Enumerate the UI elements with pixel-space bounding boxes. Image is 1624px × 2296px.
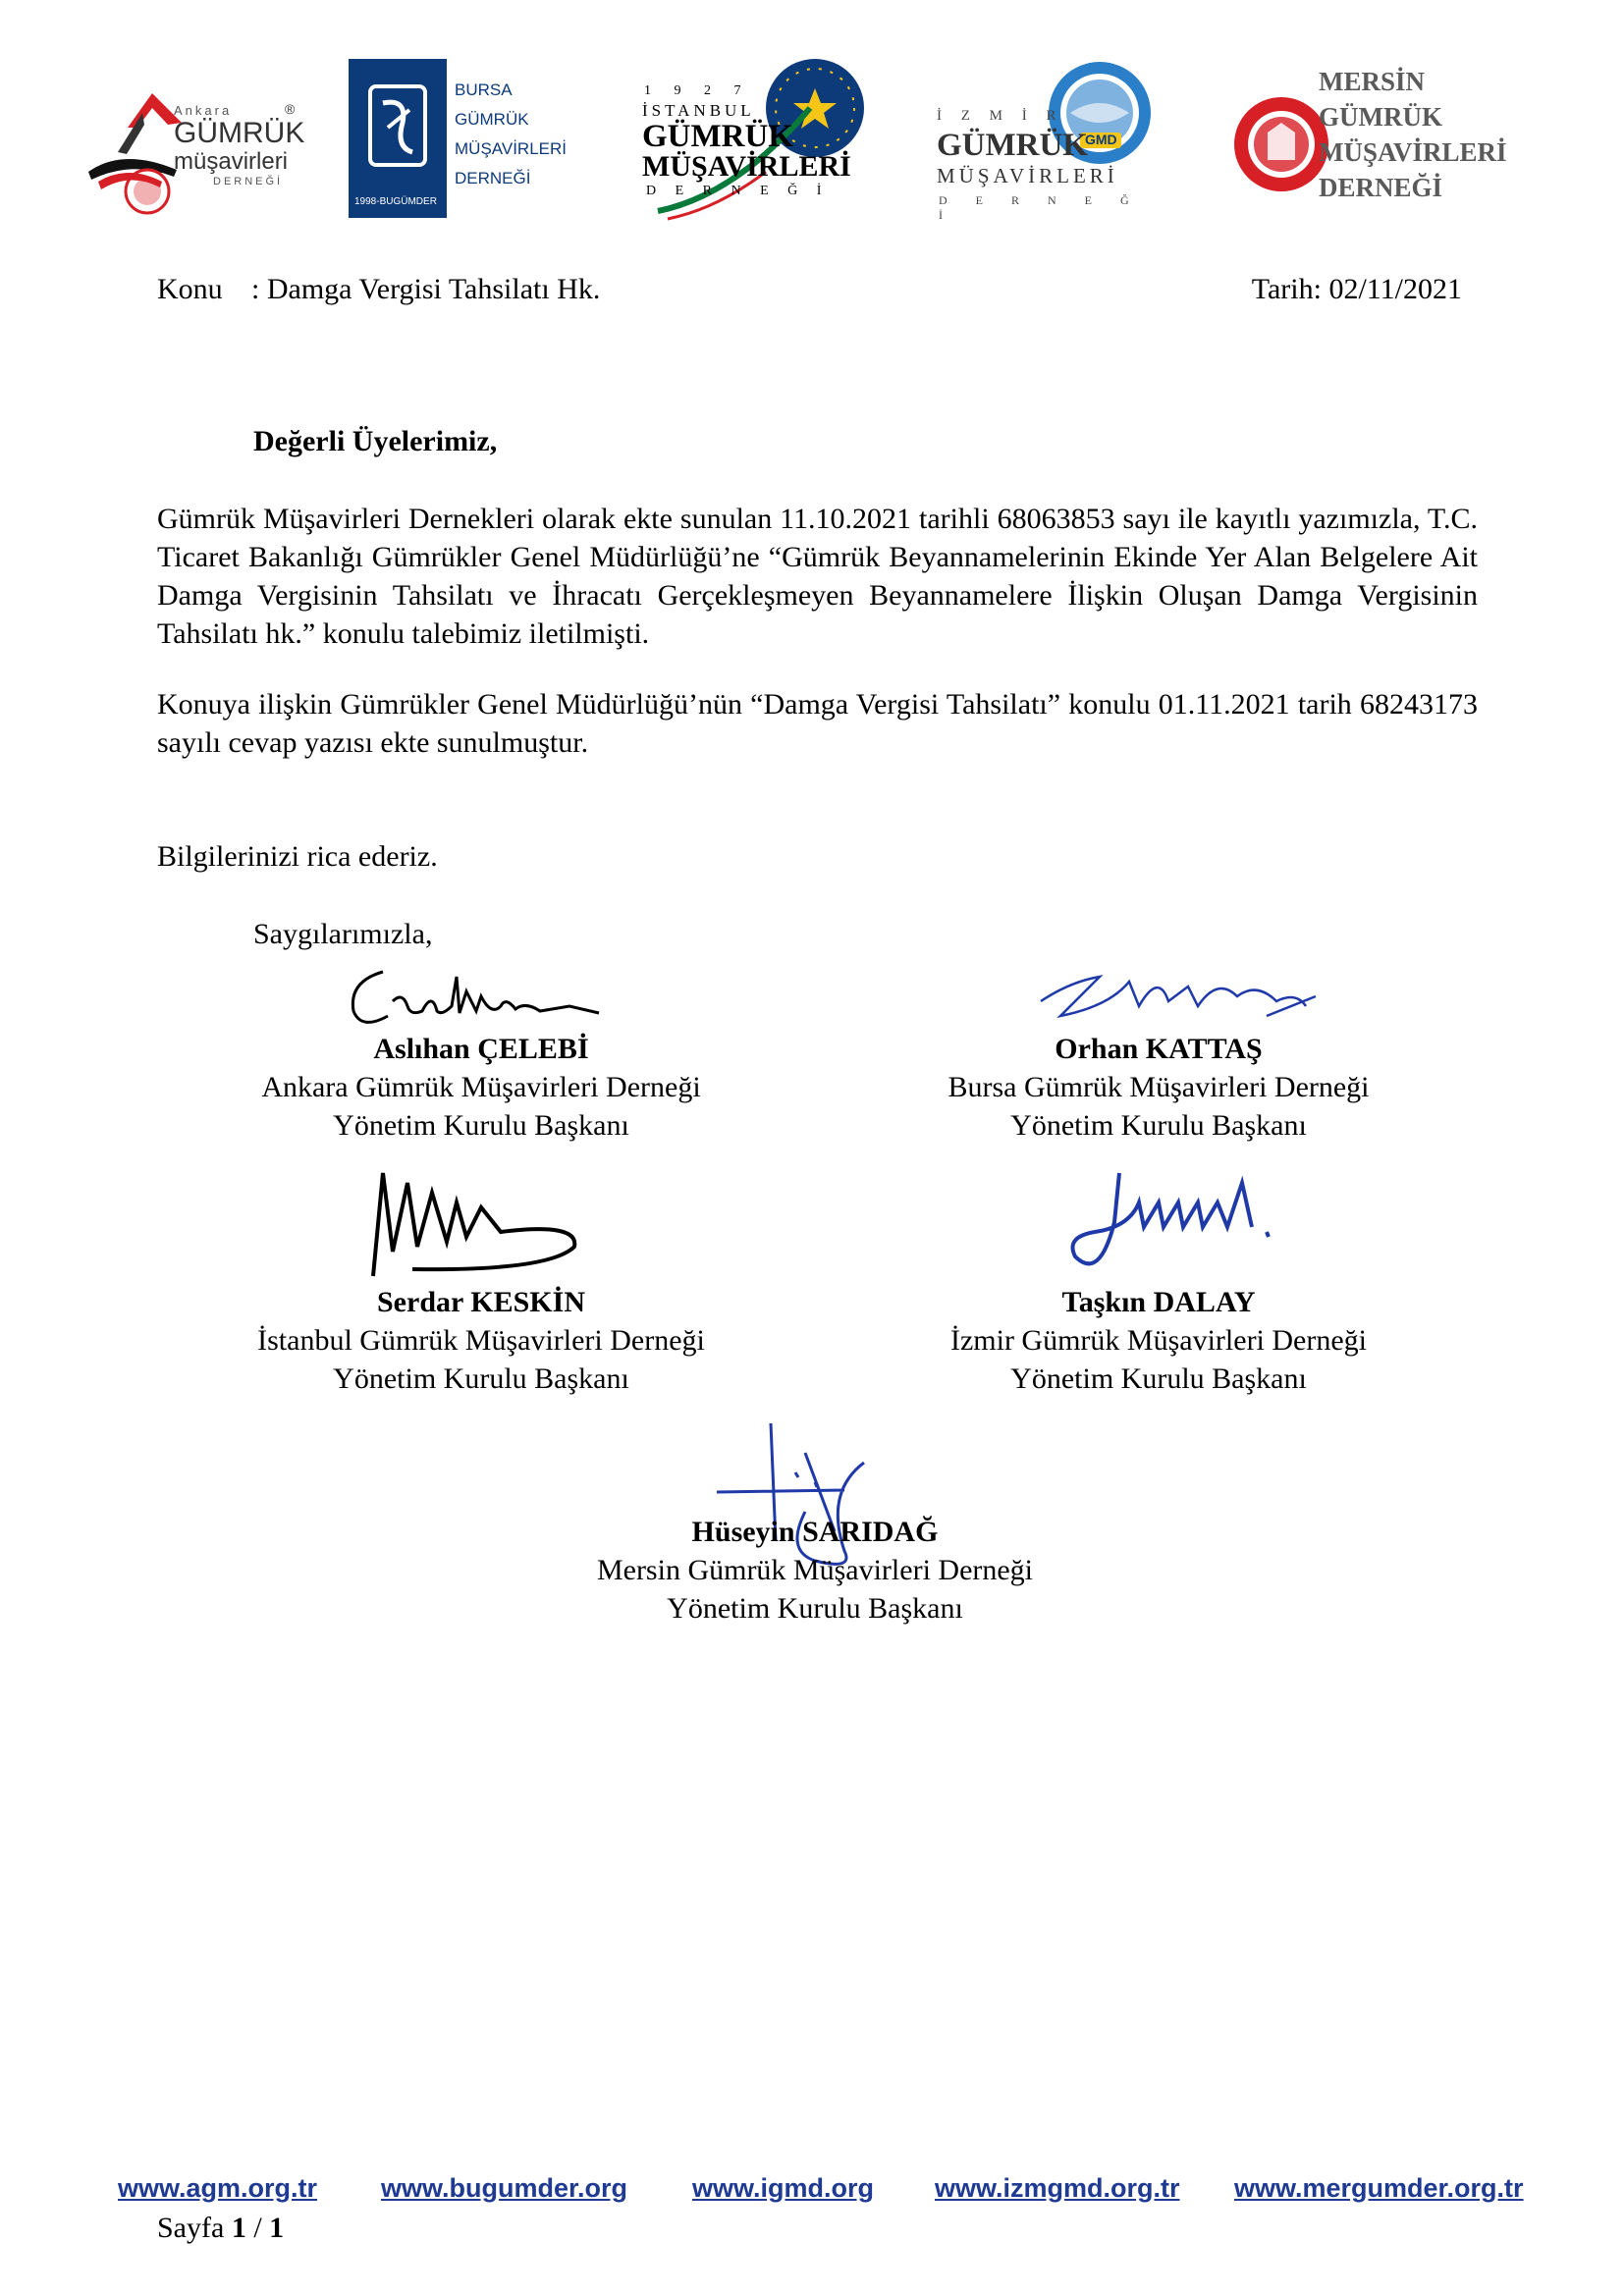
istanbul-logo-l2: MÜŞAVİRLERİ — [642, 150, 851, 183]
bursa-logo-l1: BURSA — [455, 80, 513, 99]
mersin-logo-l3: MÜŞAVİRLERİ — [1319, 137, 1507, 167]
signatory-name: Aslıhan ÇELEBİ — [373, 1033, 589, 1065]
page-number — [157, 2209, 284, 2247]
signatory-ankara — [137, 1030, 825, 1145]
istanbul-logo — [638, 54, 864, 226]
footer-link-agm[interactable]: www.agm.org.tr — [118, 2173, 318, 2203]
izmir-logo-l1: GÜMRÜK — [937, 128, 1088, 163]
mersin-logo-l1: MERSİN — [1319, 67, 1426, 96]
signature-kattas — [1031, 962, 1326, 1031]
bursa-logo-foot: 1998-BUGÜMDER — [354, 196, 437, 207]
signatory-title: Yönetim Kurulu Başkanı — [1010, 1109, 1307, 1142]
ankara-logo — [83, 54, 305, 226]
signatory-mersin — [471, 1513, 1159, 1628]
footer-link-igmd[interactable]: www.igmd.org — [692, 2173, 874, 2203]
bursa-logo-l2: GÜMRÜK — [455, 110, 529, 129]
signatory-name: Serdar KESKİN — [377, 1286, 585, 1318]
footer-link-bugumder[interactable]: www.bugumder.org — [381, 2173, 628, 2203]
page-label: Sayfa — [157, 2212, 232, 2244]
paragraph-2: Konuya ilişkin Gümrükler Genel Müdürlüğü’nün “Damga Vergisi Tahsilatı” konulu 01.11.2021 tarih 68243173 sayılı cevap yazısı ekte sunulmuştur. — [157, 688, 1478, 759]
page-separator: / — [245, 2212, 270, 2244]
istanbul-logo-year: 1 9 2 7 — [644, 83, 751, 98]
signatory-istanbul — [137, 1283, 825, 1398]
signatory-name: Orhan KATTAŞ — [1055, 1033, 1263, 1065]
istanbul-logo-l3: D E R N E Ğ İ — [646, 184, 830, 198]
bursa-logo — [349, 54, 567, 226]
ankara-logo-main: GÜMRÜK — [174, 117, 305, 149]
mersin-logo-text — [1319, 64, 1507, 205]
bursa-logo-l4: DERNEĞİ — [455, 169, 531, 187]
izmir-logo-l2: MÜŞAVİRLERİ — [937, 164, 1118, 187]
ankara-logo-sub1: müşavirleri — [174, 148, 289, 175]
bursa-logo-l3: MÜŞAVİRLERİ — [455, 139, 567, 158]
ankara-logo-reg: ® — [285, 101, 296, 117]
greeting: Değerli Üyelerimiz, — [253, 425, 498, 457]
signatory-izmir — [815, 1283, 1502, 1398]
closing-request: Bilgilerinizi rica ederiz. — [157, 840, 438, 873]
footer-link-izmgmd[interactable]: www.izmgmd.org.tr — [935, 2173, 1180, 2203]
izmir-logo-city: İ Z M İ R — [937, 108, 1064, 124]
page-total: 1 — [269, 2212, 285, 2244]
subject-value: : Damga Vergisi Tahsilatı Hk. — [251, 273, 601, 305]
closing-regards: Saygılarımızla, — [253, 918, 433, 950]
mersin-logo-l2: GÜMRÜK — [1319, 102, 1442, 132]
signatory-title: Yönetim Kurulu Başkanı — [333, 1109, 629, 1142]
ankara-logo-small: Ankara — [174, 103, 233, 118]
signatory-bursa — [815, 1030, 1502, 1145]
mersin-logo-mark — [1232, 54, 1330, 226]
signatory-org: İstanbul Gümrük Müşavirleri Derneği — [257, 1324, 705, 1357]
paragraph-1: Gümrük Müşavirleri Dernekleri olarak ekte sunulan 11.10.2021 tarihli 68063853 sayı ile kayıtlı yazımızla, T.C. Ticaret Bakanlığı Gümrükler Genel Müdürlüğü’ne “Gümrük Beyannamelerinin Ekinde Yer Alan Belgelere Ait Damga Vergisinin Tahsilatı ve İhracatı Gerçekleşmeyen Beyannamelere İlişkin Oluşan Damga Vergisinin Tahsilatı hk.” konulu talebimiz iletilmişti. — [157, 503, 1478, 650]
istanbul-logo-l1: GÜMRÜK — [642, 119, 793, 154]
document-date: Tarih: 02/11/2021 — [1251, 273, 1462, 305]
izmir-logo-badge: GMD — [1085, 132, 1117, 147]
signature-keskin — [353, 1153, 599, 1281]
page-current: 1 — [231, 2212, 246, 2244]
signature-dalay — [1060, 1163, 1286, 1281]
bursa-logo-block — [349, 59, 447, 218]
mersin-logo-l4: DERNEĞİ — [1319, 173, 1443, 202]
signatory-org: Ankara Gümrük Müşavirleri Derneği — [261, 1071, 701, 1103]
signatory-org: Bursa Gümrük Müşavirleri Derneği — [947, 1071, 1370, 1103]
ankara-logo-sub2: DERNEĞİ — [213, 176, 284, 187]
signature-celebi — [344, 962, 619, 1041]
bursa-logo-text — [455, 76, 567, 193]
bursa-logo-mark — [349, 59, 447, 187]
footer-link-mergumder[interactable]: www.mergumder.org.tr — [1234, 2173, 1524, 2203]
signatory-title: Yönetim Kurulu Başkanı — [667, 1592, 963, 1625]
signatory-name: Hüseyin SARIDAĞ — [691, 1516, 939, 1548]
signatory-title: Yönetim Kurulu Başkanı — [1010, 1362, 1307, 1395]
istanbul-logo-city: İSTANBUL — [642, 101, 755, 120]
mersin-logo — [1232, 54, 1507, 226]
izmir-logo-l3: D E R N E Ğ İ — [939, 193, 1142, 222]
izmir-logo — [933, 54, 1154, 226]
signatory-name: Taşkın DALAY — [1061, 1286, 1256, 1318]
signatory-org: Mersin Gümrük Müşavirleri Derneği — [596, 1554, 1034, 1586]
subject-label: Konu — [157, 273, 223, 305]
signatory-org: İzmir Gümrük Müşavirleri Derneği — [949, 1324, 1368, 1357]
signatory-title: Yönetim Kurulu Başkanı — [333, 1362, 629, 1395]
